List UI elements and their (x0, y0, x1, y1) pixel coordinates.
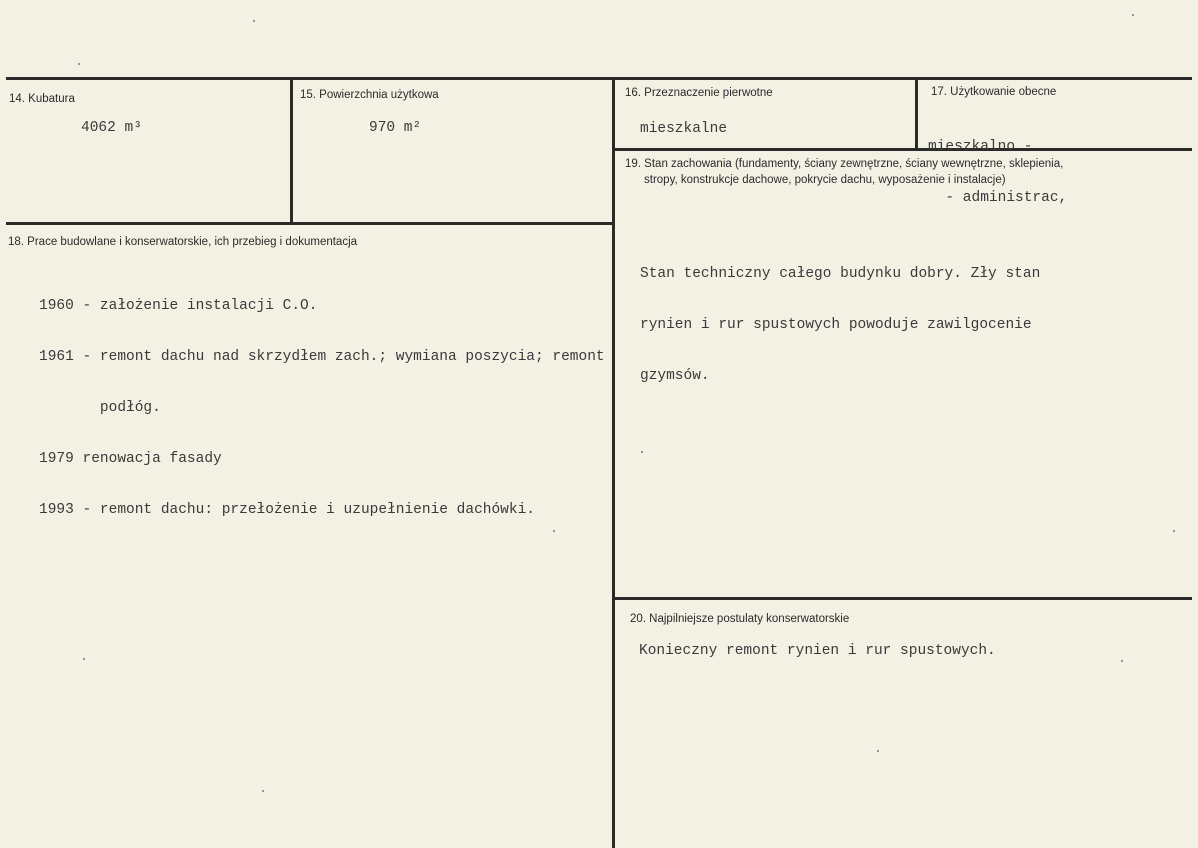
field-18-value (39, 264, 605, 553)
field-15-value: 970 m² (369, 120, 422, 136)
rule-left-row (6, 222, 615, 225)
field-17-line: mieszkalno - (928, 139, 1033, 155)
paper-speck (553, 530, 555, 532)
paper-speck (78, 63, 80, 65)
paper-speck (641, 451, 643, 453)
field-19-value (640, 232, 1040, 419)
field-18-line: 1961 - remont dachu nad skrzydłem zach.; wymiana poszycia; remont (39, 349, 605, 365)
paper-speck (1121, 660, 1123, 662)
field-18-line: 1979 renowacja fasady (39, 451, 222, 467)
rule-col-14-15 (290, 79, 293, 225)
field-17-line: - administrac, (928, 190, 1068, 206)
field-19-line: Stan techniczny całego budynku dobry. Zły stan (640, 266, 1041, 282)
field-18-line: 1960 - założenie instalacji C.O. (39, 298, 318, 314)
rule-right-row-1 (612, 148, 1192, 151)
field-19-line: rynien i rur spustowych powoduje zawilgocenie (640, 317, 1032, 333)
top-rule (6, 77, 1192, 80)
field-15-label: 15. Powierzchnia użytkowa (300, 89, 439, 101)
field-20-value: Konieczny remont rynien i rur spustowych. (639, 643, 996, 659)
field-17-value (928, 105, 1067, 241)
field-19-line: gzymsów. (640, 368, 710, 384)
rule-main-divider (612, 79, 615, 848)
field-20-label: 20. Najpilniejsze postulaty konserwatorskie (630, 613, 850, 625)
field-19-label-line-1: 19. Stan zachowania (fundamenty, ściany zewnętrzne, ściany wewnętrzne, sklepienia, (625, 158, 1064, 170)
paper-speck (253, 20, 255, 22)
field-14-value: 4062 m³ (81, 120, 142, 136)
field-17-label: 17. Użytkowanie obecne (931, 86, 1057, 98)
paper-speck (1132, 14, 1134, 16)
field-19-label-line-2: stropy, konstrukcje dachowe, pokrycie dachu, wyposażenie i instalacje) (644, 174, 1006, 186)
field-18-line: podłóg. (39, 400, 161, 416)
field-14-label: 14. Kubatura (9, 93, 75, 105)
rule-right-row-2 (612, 597, 1192, 600)
paper-speck (83, 658, 85, 660)
field-18-line: 1993 - remont dachu: przełożenie i uzupełnienie dachówki. (39, 502, 535, 518)
paper-speck (262, 790, 264, 792)
rule-col-16-17 (915, 79, 918, 150)
paper-speck (1173, 530, 1175, 532)
field-16-value: mieszkalne (640, 121, 728, 137)
field-18-label: 18. Prace budowlane i konserwatorskie, ich przebieg i dokumentacja (8, 236, 358, 248)
paper-speck (877, 750, 879, 752)
field-16-label: 16. Przeznaczenie pierwotne (625, 87, 773, 99)
